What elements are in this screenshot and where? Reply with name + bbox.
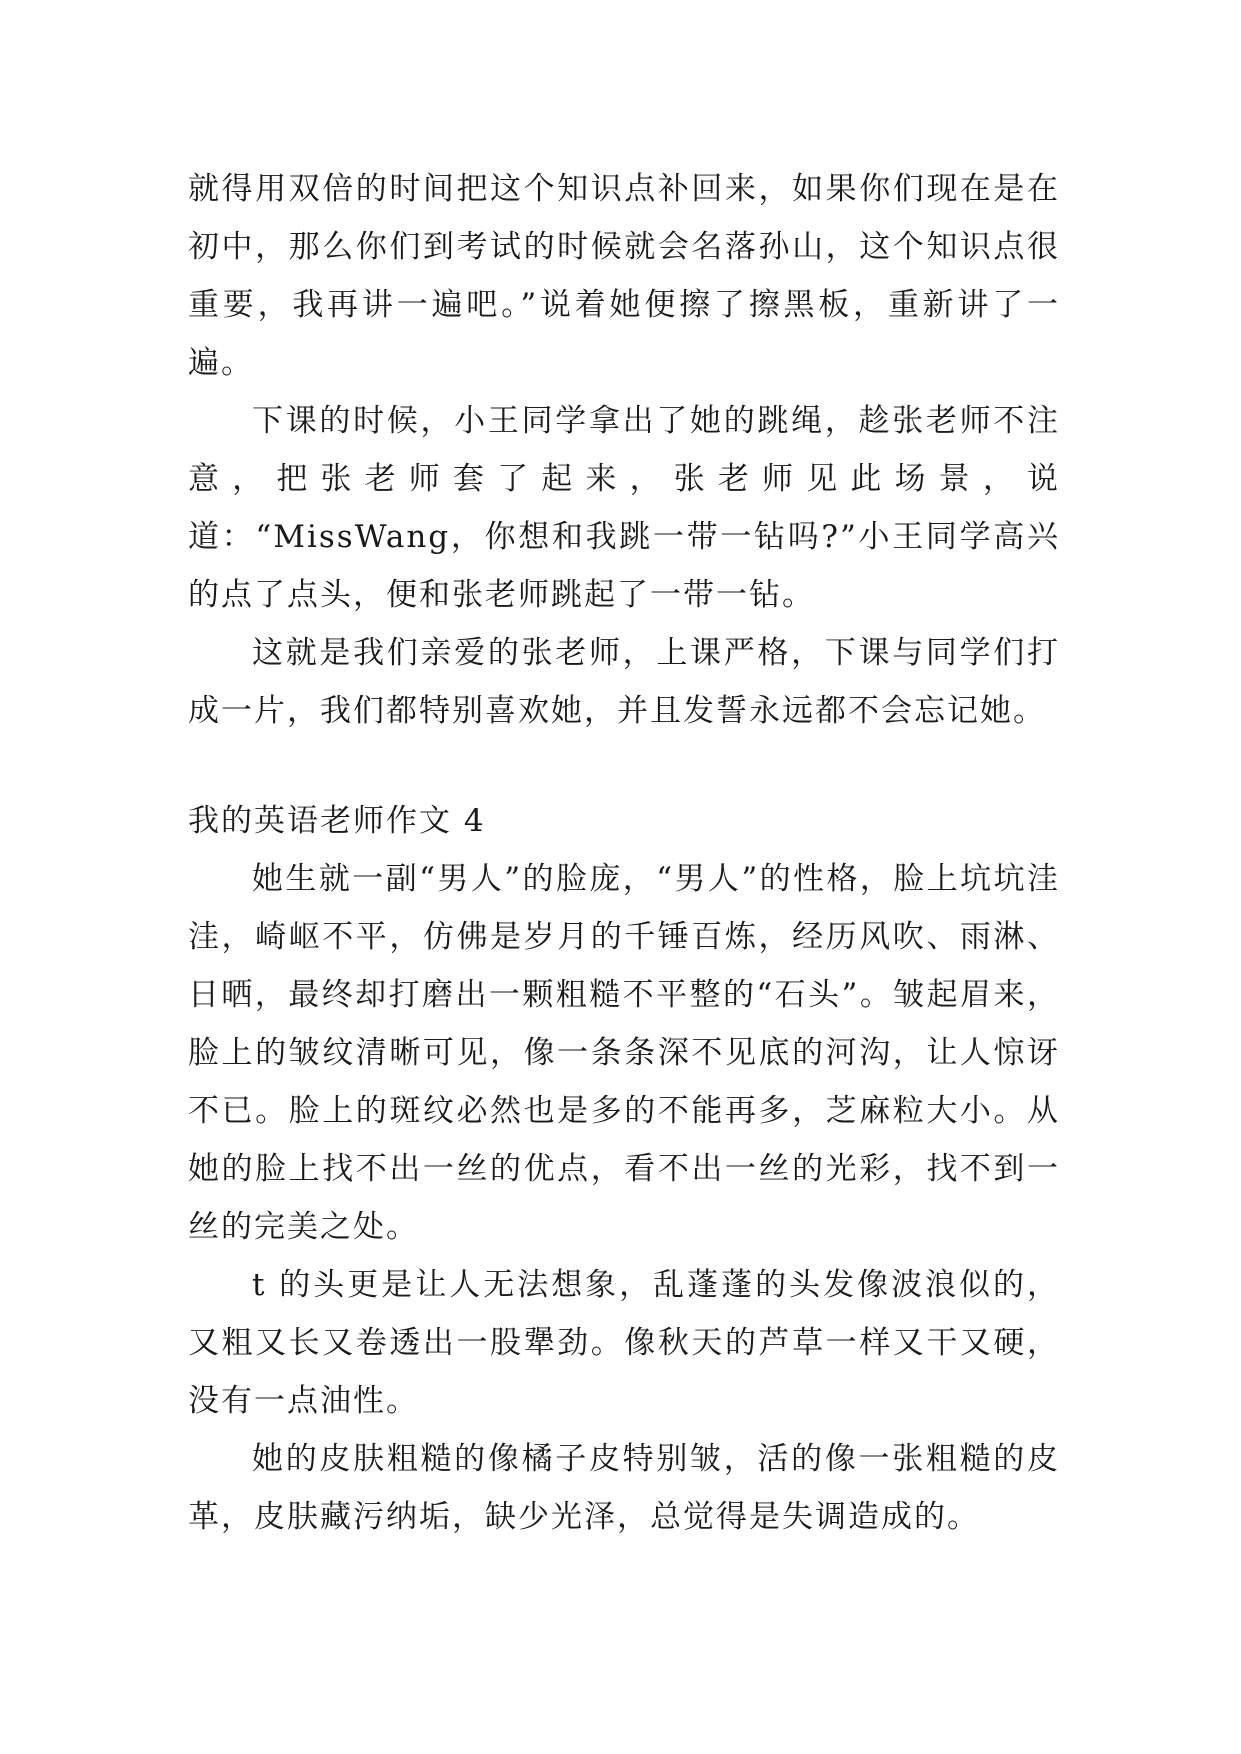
paragraph: 她的皮肤粗糙的像橘子皮特别皱，活的像一张粗糙的皮革，皮肤藏污纳垢，缺少光泽，总觉得是失调造成的。 [188, 1441, 1060, 1535]
paragraph: t 的头更是让人无法想象，乱蓬蓬的头发像波浪似的，又粗又长又卷透出一股犟劲。像秋天的芦草一样又干又硬，没有一点油性。 [188, 1267, 1060, 1419]
previous-essay-continuation [188, 160, 1060, 740]
paragraph: 下课的时候，小王同学拿出了她的跳绳，趁张老师不注意，把张老师套了起来，张老师见此场景，说道：“MissWang，你想和我跳一带一钻吗?”小王同学高兴的点了点头，便和张老师跳起了一带一钻。 [188, 403, 1060, 613]
essay-4 [188, 792, 1060, 1546]
paragraph: 就得用双倍的时间把这个知识点补回来，如果你们现在是在初中，那么你们到考试的时候就会名落孙山，这个知识点很重要，我再讲一遍吧。”说着她便擦了擦黑板，重新讲了一遍。 [188, 171, 1060, 381]
paragraph: 她生就一副“男人”的脸庞，“男人”的性格，脸上坑坑洼洼，崎岖不平，仿佛是岁月的千锤百炼，经历风吹、雨淋、日晒，最终却打磨出一颗粗糙不平整的“石头”。皱起眉来，脸上的皱纹清晰可见，像一条条深不见底的河沟，让人惊讶不已。脸上的斑纹必然也是多的不能再多，芝麻粒大小。从她的脸上找不出一丝的优点，看不出一丝的光彩，找不到一丝的完美之处。 [188, 861, 1060, 1245]
paragraph: 这就是我们亲爱的张老师，上课严格，下课与同学们打成一片，我们都特别喜欢她，并且发誓永远都不会忘记她。 [188, 635, 1060, 729]
essay-title: 我的英语老师作文 4 [188, 803, 486, 839]
